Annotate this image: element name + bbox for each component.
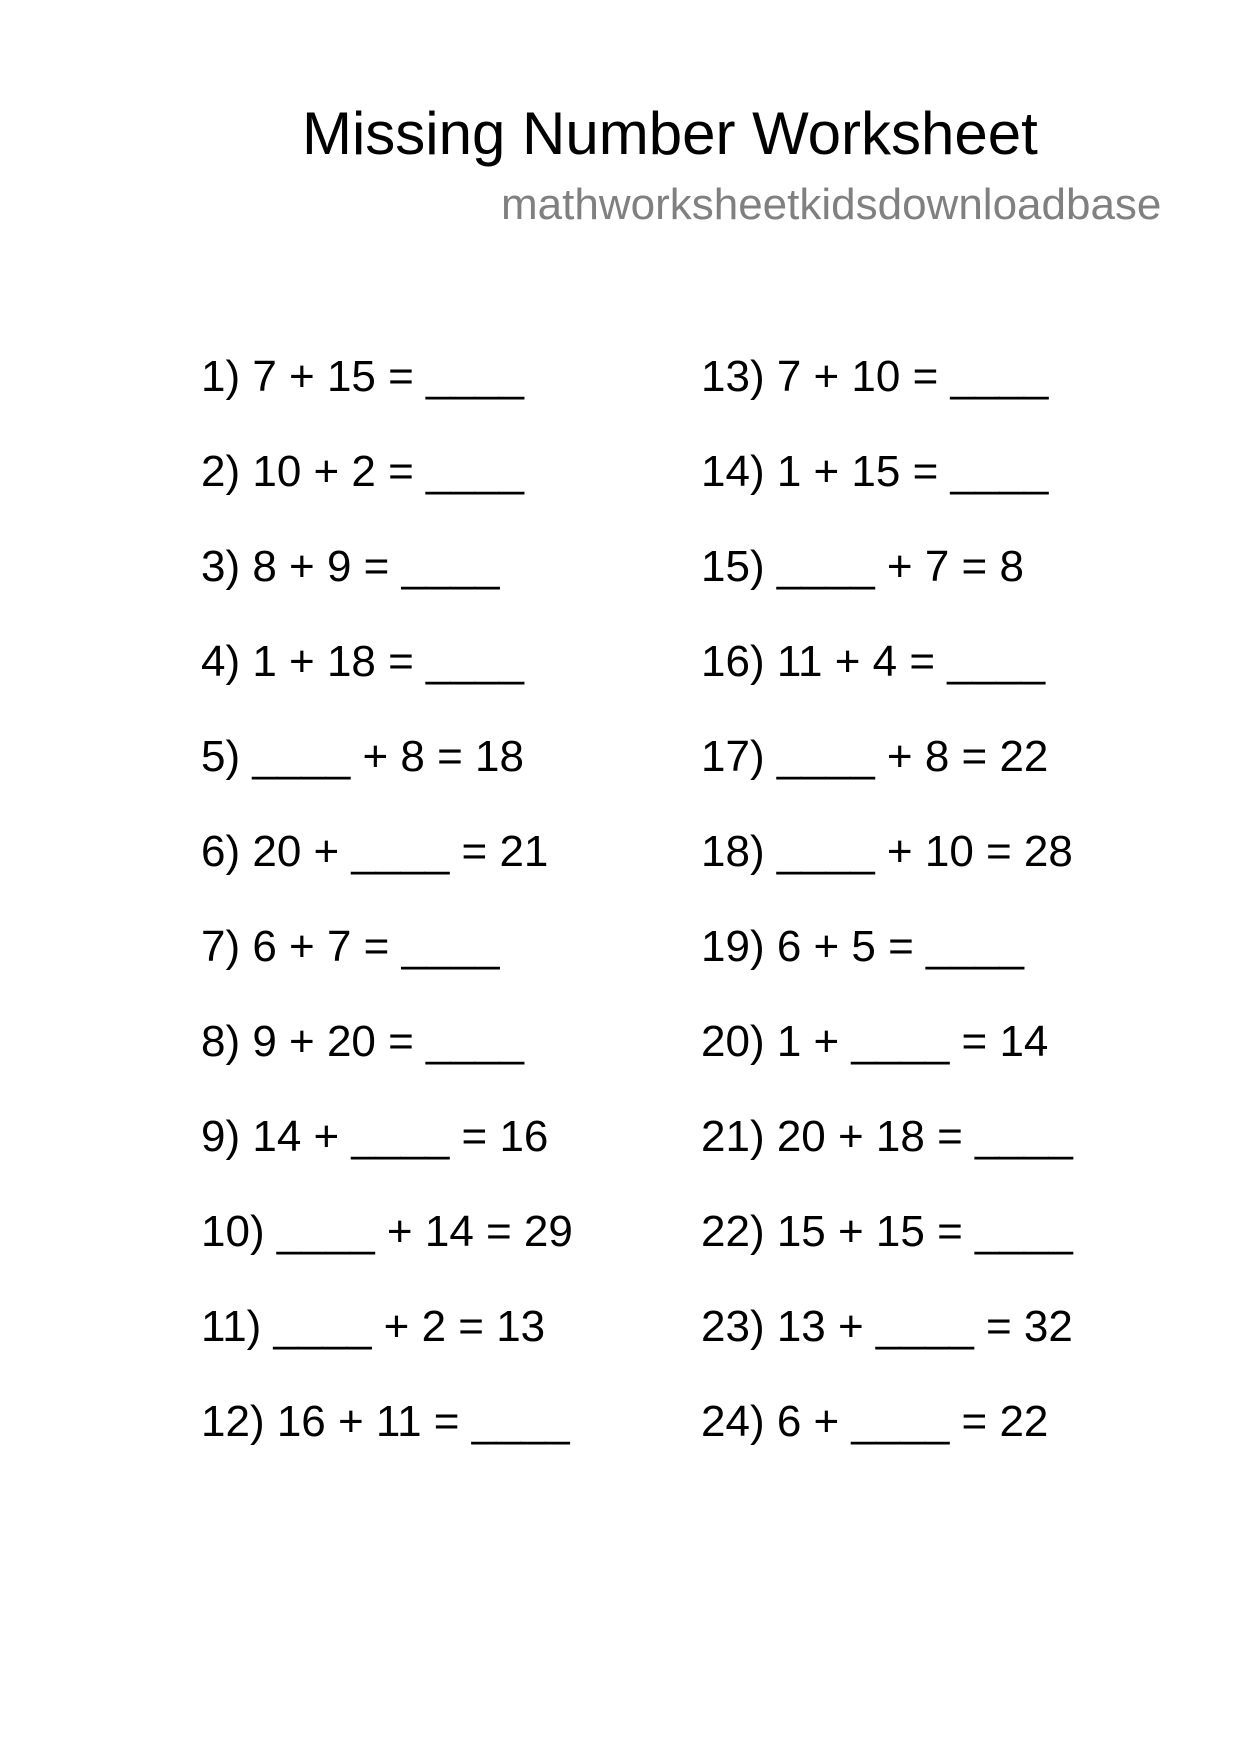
problem-14: 14) 1 + 15 = ____ [701,447,1049,496]
problem-7: 7) 6 + 7 = ____ [201,922,500,971]
problem-19: 19) 6 + 5 = ____ [701,922,1024,971]
problem-18: 18) ____ + 10 = 28 [701,827,1073,876]
problem-3: 3) 8 + 9 = ____ [201,542,500,591]
problems-left-column [201,352,573,1495]
problem-17: 17) ____ + 8 = 22 [701,732,1049,781]
problem-16: 16) 11 + 4 = ____ [701,637,1046,686]
worksheet-title: Missing Number Worksheet [302,100,1038,167]
problem-20: 20) 1 + ____ = 14 [701,1017,1049,1066]
problem-13: 13) 7 + 10 = ____ [701,352,1049,401]
worksheet-subtitle: mathworksheetkidsdownloadbase [501,180,1162,229]
problem-23: 23) 13 + ____ = 32 [701,1302,1073,1351]
problem-8: 8) 9 + 20 = ____ [201,1017,524,1066]
problem-1: 1) 7 + 15 = ____ [201,352,524,401]
problem-21: 21) 20 + 18 = ____ [701,1112,1073,1161]
problem-2: 2) 10 + 2 = ____ [201,447,524,496]
problem-6: 6) 20 + ____ = 21 [201,827,549,876]
problem-10: 10) ____ + 14 = 29 [201,1207,573,1256]
problem-22: 22) 15 + 15 = ____ [701,1207,1073,1256]
problem-12: 12) 16 + 11 = ____ [201,1397,570,1446]
problem-5: 5) ____ + 8 = 18 [201,732,524,781]
problem-11: 11) ____ + 2 = 13 [201,1302,546,1351]
problem-4: 4) 1 + 18 = ____ [201,637,524,686]
problem-15: 15) ____ + 7 = 8 [701,542,1024,591]
problem-24: 24) 6 + ____ = 22 [701,1397,1049,1446]
problems-right-column [701,352,1073,1495]
problem-9: 9) 14 + ____ = 16 [201,1112,549,1161]
